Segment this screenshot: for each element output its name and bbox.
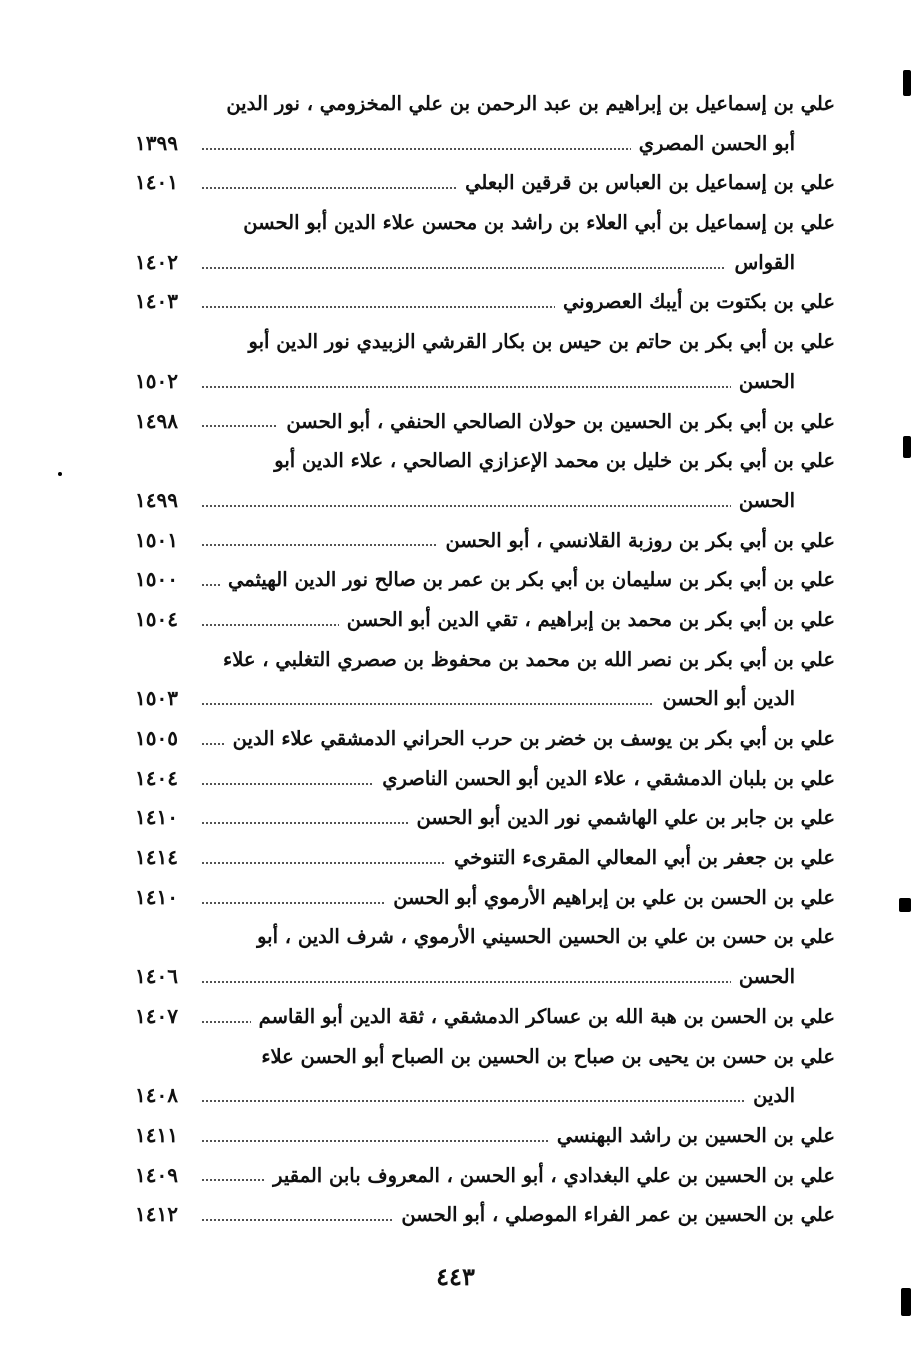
index-entry [135,997,835,1037]
index-entry [135,282,835,322]
dot-leader [201,386,731,388]
entry-page-number: ١٤١٠ [135,884,178,909]
index-entry [135,203,835,282]
entry-line [135,957,835,997]
entry-name: علي بن الحسن بن هبة الله بن عساكر الدمشقي ، ثقة الدين أبو القاسم [258,1004,835,1028]
entry-name: علي بن إسماعيل بن العباس بن قرقين البعلي [465,171,835,195]
dot-leader [201,902,385,904]
entry-line [135,679,835,719]
index-entry [135,640,835,719]
entry-name: علي بن جعفر بن أبي المعالي المقرىء التنوخي [454,846,835,870]
entry-page-number: ١٤١٠ [135,805,178,830]
entry-line [135,838,835,878]
entry-page-number: ١٤١١ [135,1122,178,1147]
dot-leader [201,505,731,507]
entry-name: علي بن الحسن بن علي بن إبراهيم الأرموي أبو الحسن [393,885,835,909]
dot-leader [201,1179,265,1181]
index-entry [135,441,835,520]
dot-leader [201,1140,549,1142]
page-number: ٤٤٣ [436,1262,475,1291]
entry-page-number: ١٥٠٥ [135,726,178,750]
entry-page-number: ١٤٠٨ [135,1083,178,1108]
entry-line [135,1116,835,1156]
index-entry [135,878,835,918]
entry-line [135,282,835,322]
entry-line [135,917,835,957]
index-entry [135,402,835,442]
entry-name: علي بن أبي بكر بن خليل بن محمد الإعزازي الصالحي ، علاء الدين أبو [274,449,835,473]
entry-name: علي بن الحسين بن علي البغدادي ، أبو الحسن ، المعروف بابن المقير [273,1163,835,1187]
index-entry [135,521,835,561]
index-entry [135,322,835,401]
index-entry [135,719,835,759]
dot-leader [201,624,339,626]
dot-leader [201,862,446,864]
entry-line [135,124,835,164]
dot-leader [201,544,437,546]
entry-name: علي بن أبي بكر بن يوسف بن خضر بن حرب الحراني الدمشقي علاء الدين [232,727,835,750]
entry-page-number: ١٤٠٧ [135,1003,178,1028]
entry-line [135,203,835,243]
entry-name: الحسن [738,488,795,512]
dot-leader [201,1219,393,1221]
entry-name: علي بن أبي بكر بن الحسين بن حولان الصالحي الحنفي ، أبو الحسن [286,409,835,433]
entry-line [135,322,835,362]
dot-leader [201,187,457,189]
entry-name: علي بن أبي بكر بن محمد بن إبراهيم ، تقي الدين أبو الحسن [346,607,835,631]
entry-line [135,560,835,600]
index-entry [135,1116,835,1156]
entry-page-number: ١٤٠٦ [135,964,178,989]
entry-name: علي بن أبي بكر بن سليمان بن أبي بكر بن عمر بن صالح نور الدين الهيثمي [228,568,835,592]
entry-line [135,441,835,481]
entry-name: علي بن بكتوت بن أيبك العصروني [562,290,835,314]
entry-name: علي بن أبي بكر بن حاتم بن حيس بن بكار القرشي الزبيدي نور الدين أبو [248,330,835,354]
index-list [135,84,835,1235]
entry-name: علي بن حسن بن علي بن الحسين الحسيني الأرموي ، شرف الدين ، أبو [257,925,835,949]
dot-leader [201,703,654,705]
index-entry [135,1037,835,1116]
dot-leader [201,822,408,824]
entry-line [135,997,835,1037]
dot-leader [201,267,726,269]
entry-line [135,1076,835,1116]
entry-page-number: ١٤٠٤ [135,765,178,790]
entry-line [135,640,835,680]
entry-page-number: ١٤٠١ [135,170,178,195]
scan-mark [58,472,62,476]
dot-leader [201,1021,251,1023]
entry-page-number: ١٤٠٢ [135,249,178,274]
entry-line [135,362,835,402]
entry-name: علي بن إسماعيل بن أبي العلاء بن راشد بن محسن علاء الدين أبو الحسن [243,211,835,235]
entry-name: علي بن بلبان الدمشقي ، علاء الدين أبو الحسن الناصري [382,766,835,790]
index-entry [135,600,835,640]
entry-page-number: ١٥٠١ [135,527,178,552]
index-entry [135,798,835,838]
entry-name: القواس [734,250,795,274]
entry-name: الحسن [738,965,795,989]
entry-page-number: ١٥٠٣ [135,686,178,711]
dot-leader [201,743,225,745]
entry-page-number: ١٤١٢ [135,1202,178,1227]
index-entry [135,917,835,996]
scan-mark [899,898,911,912]
index-entry [135,1156,835,1196]
entry-name: علي بن الحسين بن راشد البهنسي [556,1123,835,1147]
entry-page-number: ١٤١٤ [135,845,178,870]
entry-page-number: ١٣٩٩ [135,130,178,155]
scan-mark [903,70,911,96]
entry-name: الحسن [738,369,795,393]
entry-name: علي بن الحسين بن عمر الفراء الموصلي ، أبو الحسن [401,1203,835,1227]
dot-leader [201,306,555,308]
dot-leader [201,981,731,983]
entry-name: علي بن جابر بن علي الهاشمي نور الدين أبو الحسن [416,806,835,830]
entry-line [135,719,835,759]
dot-leader [201,783,374,785]
entry-line [135,600,835,640]
entry-line [135,1156,835,1196]
index-entry [135,84,835,163]
entry-line [135,402,835,442]
entry-page-number: ١٥٠٠ [135,567,178,592]
entry-name: علي بن حسن بن يحيى بن صباح بن الحسين بن الصباح أبو الحسن علاء [261,1044,835,1068]
entry-page-number: ١٤٠٩ [135,1162,178,1187]
entry-name: أبو الحسن المصري [638,131,795,155]
entry-line [135,1037,835,1077]
entry-line [135,481,835,521]
entry-line [135,84,835,124]
dot-leader [201,584,220,586]
entry-name: علي بن أبي بكر بن روزبة القلانسي ، أبو الحسن [445,528,835,552]
index-entry [135,1195,835,1235]
scan-mark [903,436,911,458]
index-entry [135,560,835,600]
entry-line [135,759,835,799]
dot-leader [201,425,278,427]
entry-line [135,163,835,203]
entry-line [135,521,835,561]
dot-leader [201,148,631,150]
entry-page-number: ١٤٩٨ [135,408,178,433]
entry-line [135,878,835,918]
entry-line [135,1195,835,1235]
dot-leader [201,1100,745,1102]
index-entry [135,759,835,799]
entry-page-number: ١٥٠٢ [135,368,178,393]
entry-line [135,243,835,283]
entry-page-number: ١٤٠٣ [135,289,178,314]
entry-name: الدين [753,1084,795,1108]
index-entry [135,838,835,878]
index-entry [135,163,835,203]
entry-line [135,798,835,838]
entry-page-number: ١٥٠٤ [135,606,178,631]
entry-name: الدين أبو الحسن [662,687,795,711]
entry-page-number: ١٤٩٩ [135,487,178,512]
entry-name: علي بن أبي بكر بن نصر الله بن محمد بن محفوظ بن صصري التغلبي ، علاء [223,647,835,671]
scan-mark [901,1288,911,1316]
entry-name: علي بن إسماعيل بن إبراهيم بن عبد الرحمن بن علي المخزومي ، نور الدين [226,92,835,115]
